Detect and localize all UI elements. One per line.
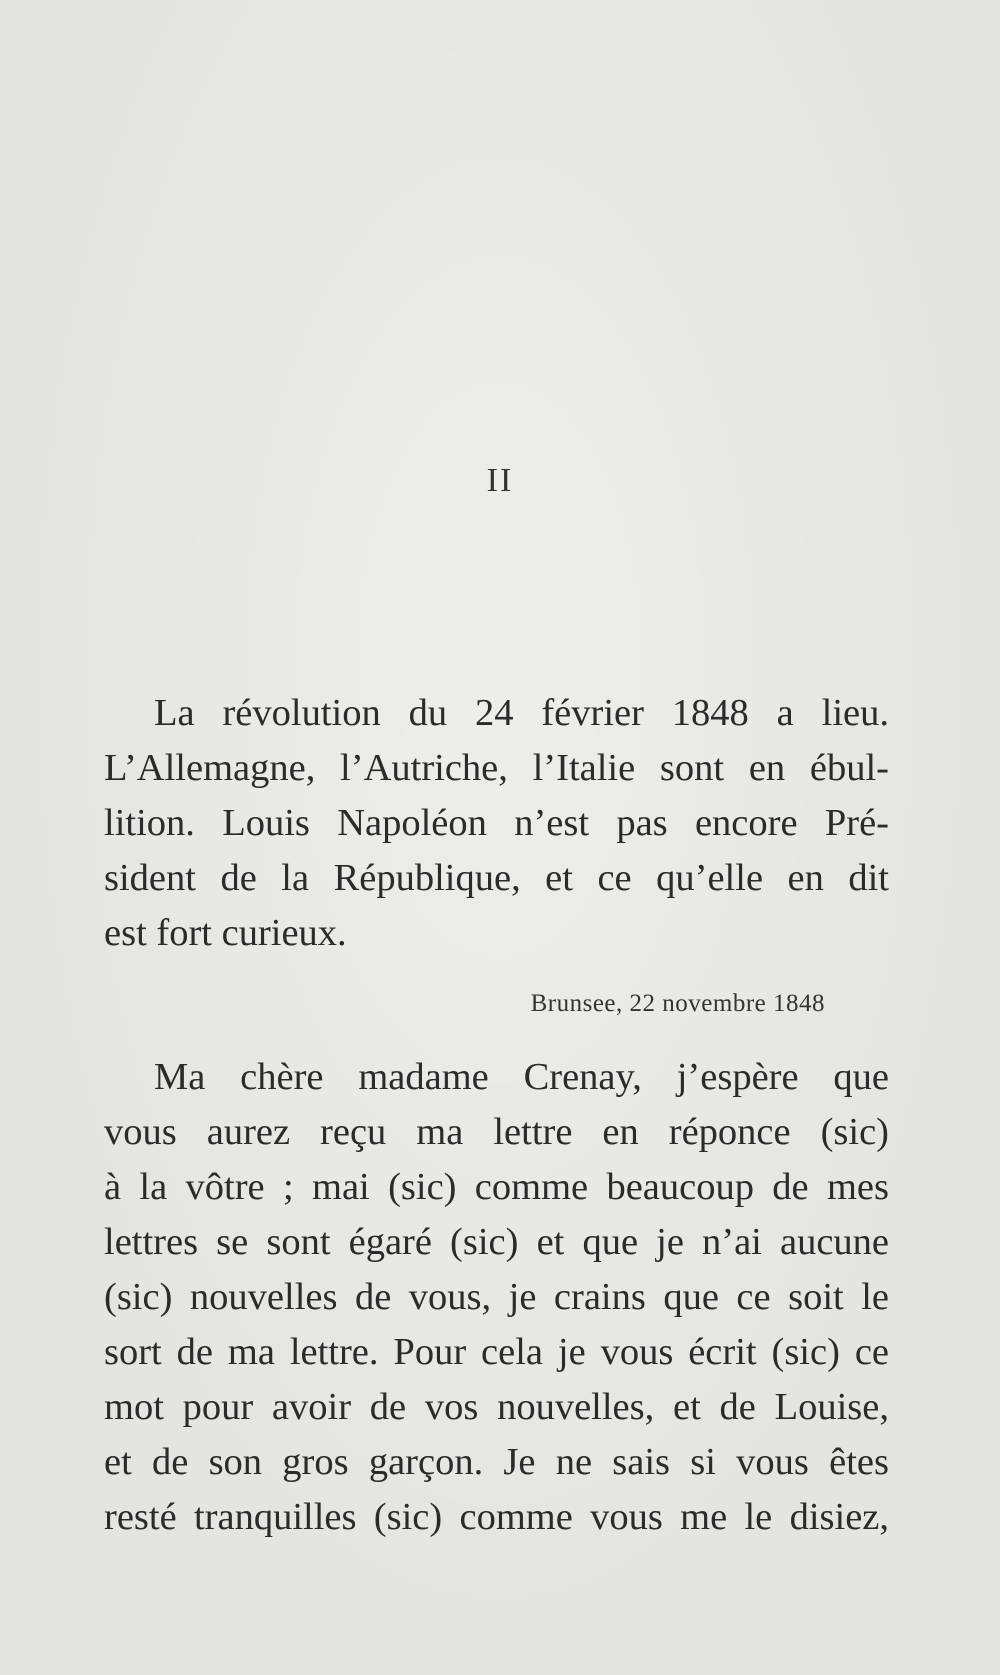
letter-dateline: Brunsee, 22 novembre 1848 [530, 990, 825, 1017]
text-line: (sic) nouvelles de vous, je crains que ce soit le [104, 1276, 889, 1318]
text-line: à la vôtre ; mai (sic) comme beaucoup de mes [104, 1166, 889, 1208]
text-line: sident de la République, et ce qu’elle en dit [104, 857, 889, 899]
text-line: est fort curieux. [104, 912, 347, 954]
text-line: lition. Louis Napoléon n’est pas encore Pré- [104, 802, 889, 844]
text-line: mot pour avoir de vos nouvelles, et de Louise, [104, 1386, 889, 1428]
text-line: Ma chère madame Crenay, j’espère que [154, 1056, 889, 1098]
text-line: et de son gros garçon. Je ne sais si vous êtes [104, 1441, 889, 1483]
intro-paragraph [104, 686, 889, 961]
text-line: L’Allemagne, l’Autriche, l’Italie sont en ébul- [104, 747, 889, 789]
letter-paragraph [104, 1050, 889, 1545]
text-line: resté tranquilles (sic) comme vous me le disiez, [104, 1496, 889, 1538]
chapter-heading: II [486, 462, 514, 499]
text-line: vous aurez reçu ma lettre en réponce (sic) [104, 1111, 889, 1153]
text-line: La révolution du 24 février 1848 a lieu. [154, 692, 889, 734]
text-line: sort de ma lettre. Pour cela je vous écrit (sic) ce [104, 1331, 889, 1373]
text-line: lettres se sont égaré (sic) et que je n’ai aucune [104, 1221, 889, 1263]
